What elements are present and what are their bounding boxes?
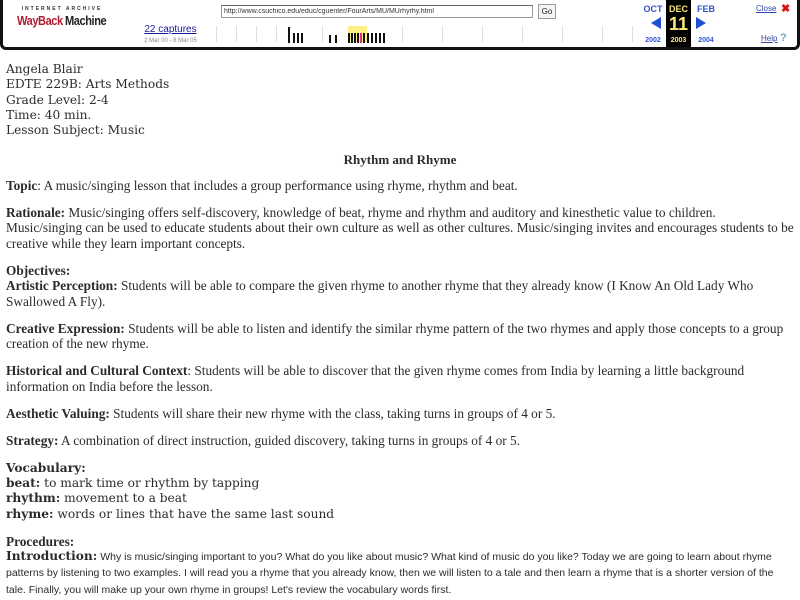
objectives-heading: Objectives: — [6, 262, 71, 278]
vocabulary-term: rhyme: — [6, 506, 54, 521]
objective-historical-context — [6, 363, 794, 394]
timeline-tick — [276, 26, 277, 42]
objective-text: : Students will be able to discover that the given rhyme comes from India by learning a little background information on India before the lesson. — [6, 363, 745, 394]
logo-machine-text: Machine — [64, 13, 107, 28]
objectives-section — [6, 263, 794, 309]
timeline-tick — [216, 26, 217, 42]
topic-section — [6, 178, 794, 193]
close-toolbar-link[interactable]: Close — [756, 4, 777, 13]
objective-artistic-perception — [6, 278, 794, 309]
prev-capture-arrow-icon[interactable] — [651, 17, 661, 29]
objective-label: Artistic Perception: — [6, 278, 118, 294]
timeline-capture-bar[interactable] — [383, 33, 385, 43]
strategy-label: Strategy: — [6, 433, 59, 449]
author-name: Angela Blair — [6, 62, 83, 76]
timeline-current-capture-bar[interactable] — [360, 33, 362, 43]
timeline-tick — [236, 26, 237, 42]
timeline-tick — [322, 26, 323, 42]
vocabulary-section — [6, 461, 794, 522]
vocabulary-item — [6, 491, 794, 506]
introduction-text: Why is music/singing important to you? What do you like about music? What kind of music do you like? Today we are going to learn about rhyme patterns by listening to two examples. I will read you a rhyme that you already know, then we will listen to a tale and then learn a rhyme that is a shorter version of the tale. Finally, you will make up your own rhyme in groups! Let's review the vocabulary words first. — [6, 551, 774, 596]
timeline-capture-bar[interactable] — [354, 33, 356, 43]
objective-aesthetic-valuing — [6, 406, 794, 421]
current-year: 2003 — [670, 37, 687, 44]
introduction-label: Introduction: — [6, 549, 98, 564]
timeline-tick — [482, 26, 483, 42]
timeline-tick — [256, 26, 257, 42]
help-icon[interactable]: ? — [780, 32, 787, 44]
next-year: 2004 — [698, 37, 714, 44]
procedures-introduction — [6, 549, 794, 598]
vocabulary-item — [6, 507, 794, 522]
topic-text: : A music/singing lesson that includes a group performance using rhyme, rhythm and beat. — [37, 177, 518, 193]
timeline-capture-bar[interactable] — [367, 33, 369, 43]
lesson-plan-content — [6, 62, 794, 598]
objective-text: Students will be able to compare the given rhyme to another rhyme that they already know (I Know An Old Lady Who Swallowed A Fly). — [6, 278, 754, 309]
vocabulary-item — [6, 476, 794, 491]
next-month-link[interactable]: FEB — [697, 4, 715, 14]
rationale-label: Rationale: — [6, 205, 66, 221]
current-month: DEC — [668, 4, 688, 14]
logo-wayback-machine — [17, 14, 107, 28]
captures-link[interactable]: 22 captures — [144, 24, 197, 35]
wayback-toolbar — [0, 0, 800, 50]
objective-text: Students will be able to listen and identify the similar rhyme pattern of the two rhymes and apply those concepts to a group creation of the new rhyme. — [6, 320, 784, 352]
capture-timeline[interactable] — [208, 24, 638, 46]
timeline-tick — [522, 26, 523, 42]
timeline-tick — [562, 26, 563, 42]
lesson-time: Time: 40 min. — [6, 107, 92, 122]
timeline-tick — [632, 26, 633, 42]
vocabulary-term: rhythm: — [6, 491, 61, 506]
topic-label: Topic — [6, 177, 38, 193]
current-day: 11 — [668, 14, 689, 34]
timeline-capture-bar[interactable] — [375, 33, 377, 43]
timeline-tick — [602, 26, 603, 42]
timeline-capture-bar[interactable] — [351, 33, 353, 43]
go-button[interactable]: Go — [538, 4, 556, 19]
close-icon[interactable]: ✖ — [781, 3, 791, 15]
strategy-text: A combination of direct instruction, guided discovery, taking turns in groups of 4 or 5. — [58, 433, 520, 449]
procedures-heading: Procedures: — [6, 533, 75, 549]
timeline-capture-bar[interactable] — [363, 33, 365, 43]
timeline-capture-bar[interactable] — [301, 33, 303, 43]
objective-label: Creative Expression: — [6, 320, 125, 336]
captures-range: 2 Mar 00 - 8 Mar 05 — [144, 38, 197, 44]
timeline-tick — [402, 26, 403, 42]
prev-year: 2002 — [645, 37, 661, 44]
vocabulary-definition: words or lines that have the same last sound — [53, 506, 335, 521]
page-title: Rhythm and Rhyme — [343, 152, 457, 168]
vocabulary-definition: movement to a beat — [60, 491, 187, 506]
timeline-capture-bar[interactable] — [348, 33, 350, 43]
url-input[interactable] — [221, 5, 533, 18]
timeline-tick — [442, 26, 443, 42]
objective-creative-expression — [6, 321, 794, 352]
rationale-text: Music/singing offers self-discovery, knowledge of beat, rhyme and rhythm and auditory and kinesthetic value to children. Music/singing can be used to educate students about their own culture as well as other cultures. Music/singing invites and encourages students to be creative while they learn important concepts. — [6, 205, 794, 251]
help-link[interactable]: Help — [761, 34, 778, 43]
logo-wayback-text: WayBack — [17, 13, 63, 28]
strategy-section — [6, 433, 794, 448]
lesson-subject: Lesson Subject: Music — [6, 123, 145, 138]
wayback-logo[interactable] — [17, 6, 107, 38]
grade-level: Grade Level: 2-4 — [6, 92, 109, 107]
prev-month-link[interactable]: OCT — [643, 4, 663, 14]
logo-internet-archive: INTERNET ARCHIVE — [21, 6, 103, 12]
timeline-capture-bar[interactable] — [379, 33, 381, 43]
objective-label: Historical and Cultural Context — [6, 363, 188, 379]
timeline-capture-bar[interactable] — [293, 33, 295, 43]
vocabulary-term: beat: — [6, 475, 41, 490]
vocabulary-heading: Vocabulary: — [6, 460, 86, 475]
objective-label: Aesthetic Valuing: — [6, 406, 110, 422]
timeline-capture-bar[interactable] — [288, 27, 290, 43]
timeline-capture-bar[interactable] — [329, 35, 331, 43]
timeline-capture-bar[interactable] — [297, 33, 299, 43]
course-name: EDTE 229B: Arts Methods — [6, 77, 170, 92]
vocabulary-definition: to mark time or rhythm by tapping — [40, 475, 260, 490]
current-capture-date — [666, 0, 691, 47]
captures-summary — [133, 24, 208, 44]
timeline-capture-bar[interactable] — [335, 35, 337, 43]
timeline-capture-bar[interactable] — [357, 33, 359, 43]
next-capture-arrow-icon[interactable] — [696, 17, 706, 29]
lesson-header — [6, 62, 794, 138]
timeline-capture-bar[interactable] — [371, 33, 373, 43]
objective-text: Students will share their new rhyme with the class, taking turns in groups of 4 or 5. — [109, 406, 556, 422]
procedures-section — [6, 534, 794, 598]
rationale-section — [6, 205, 794, 251]
